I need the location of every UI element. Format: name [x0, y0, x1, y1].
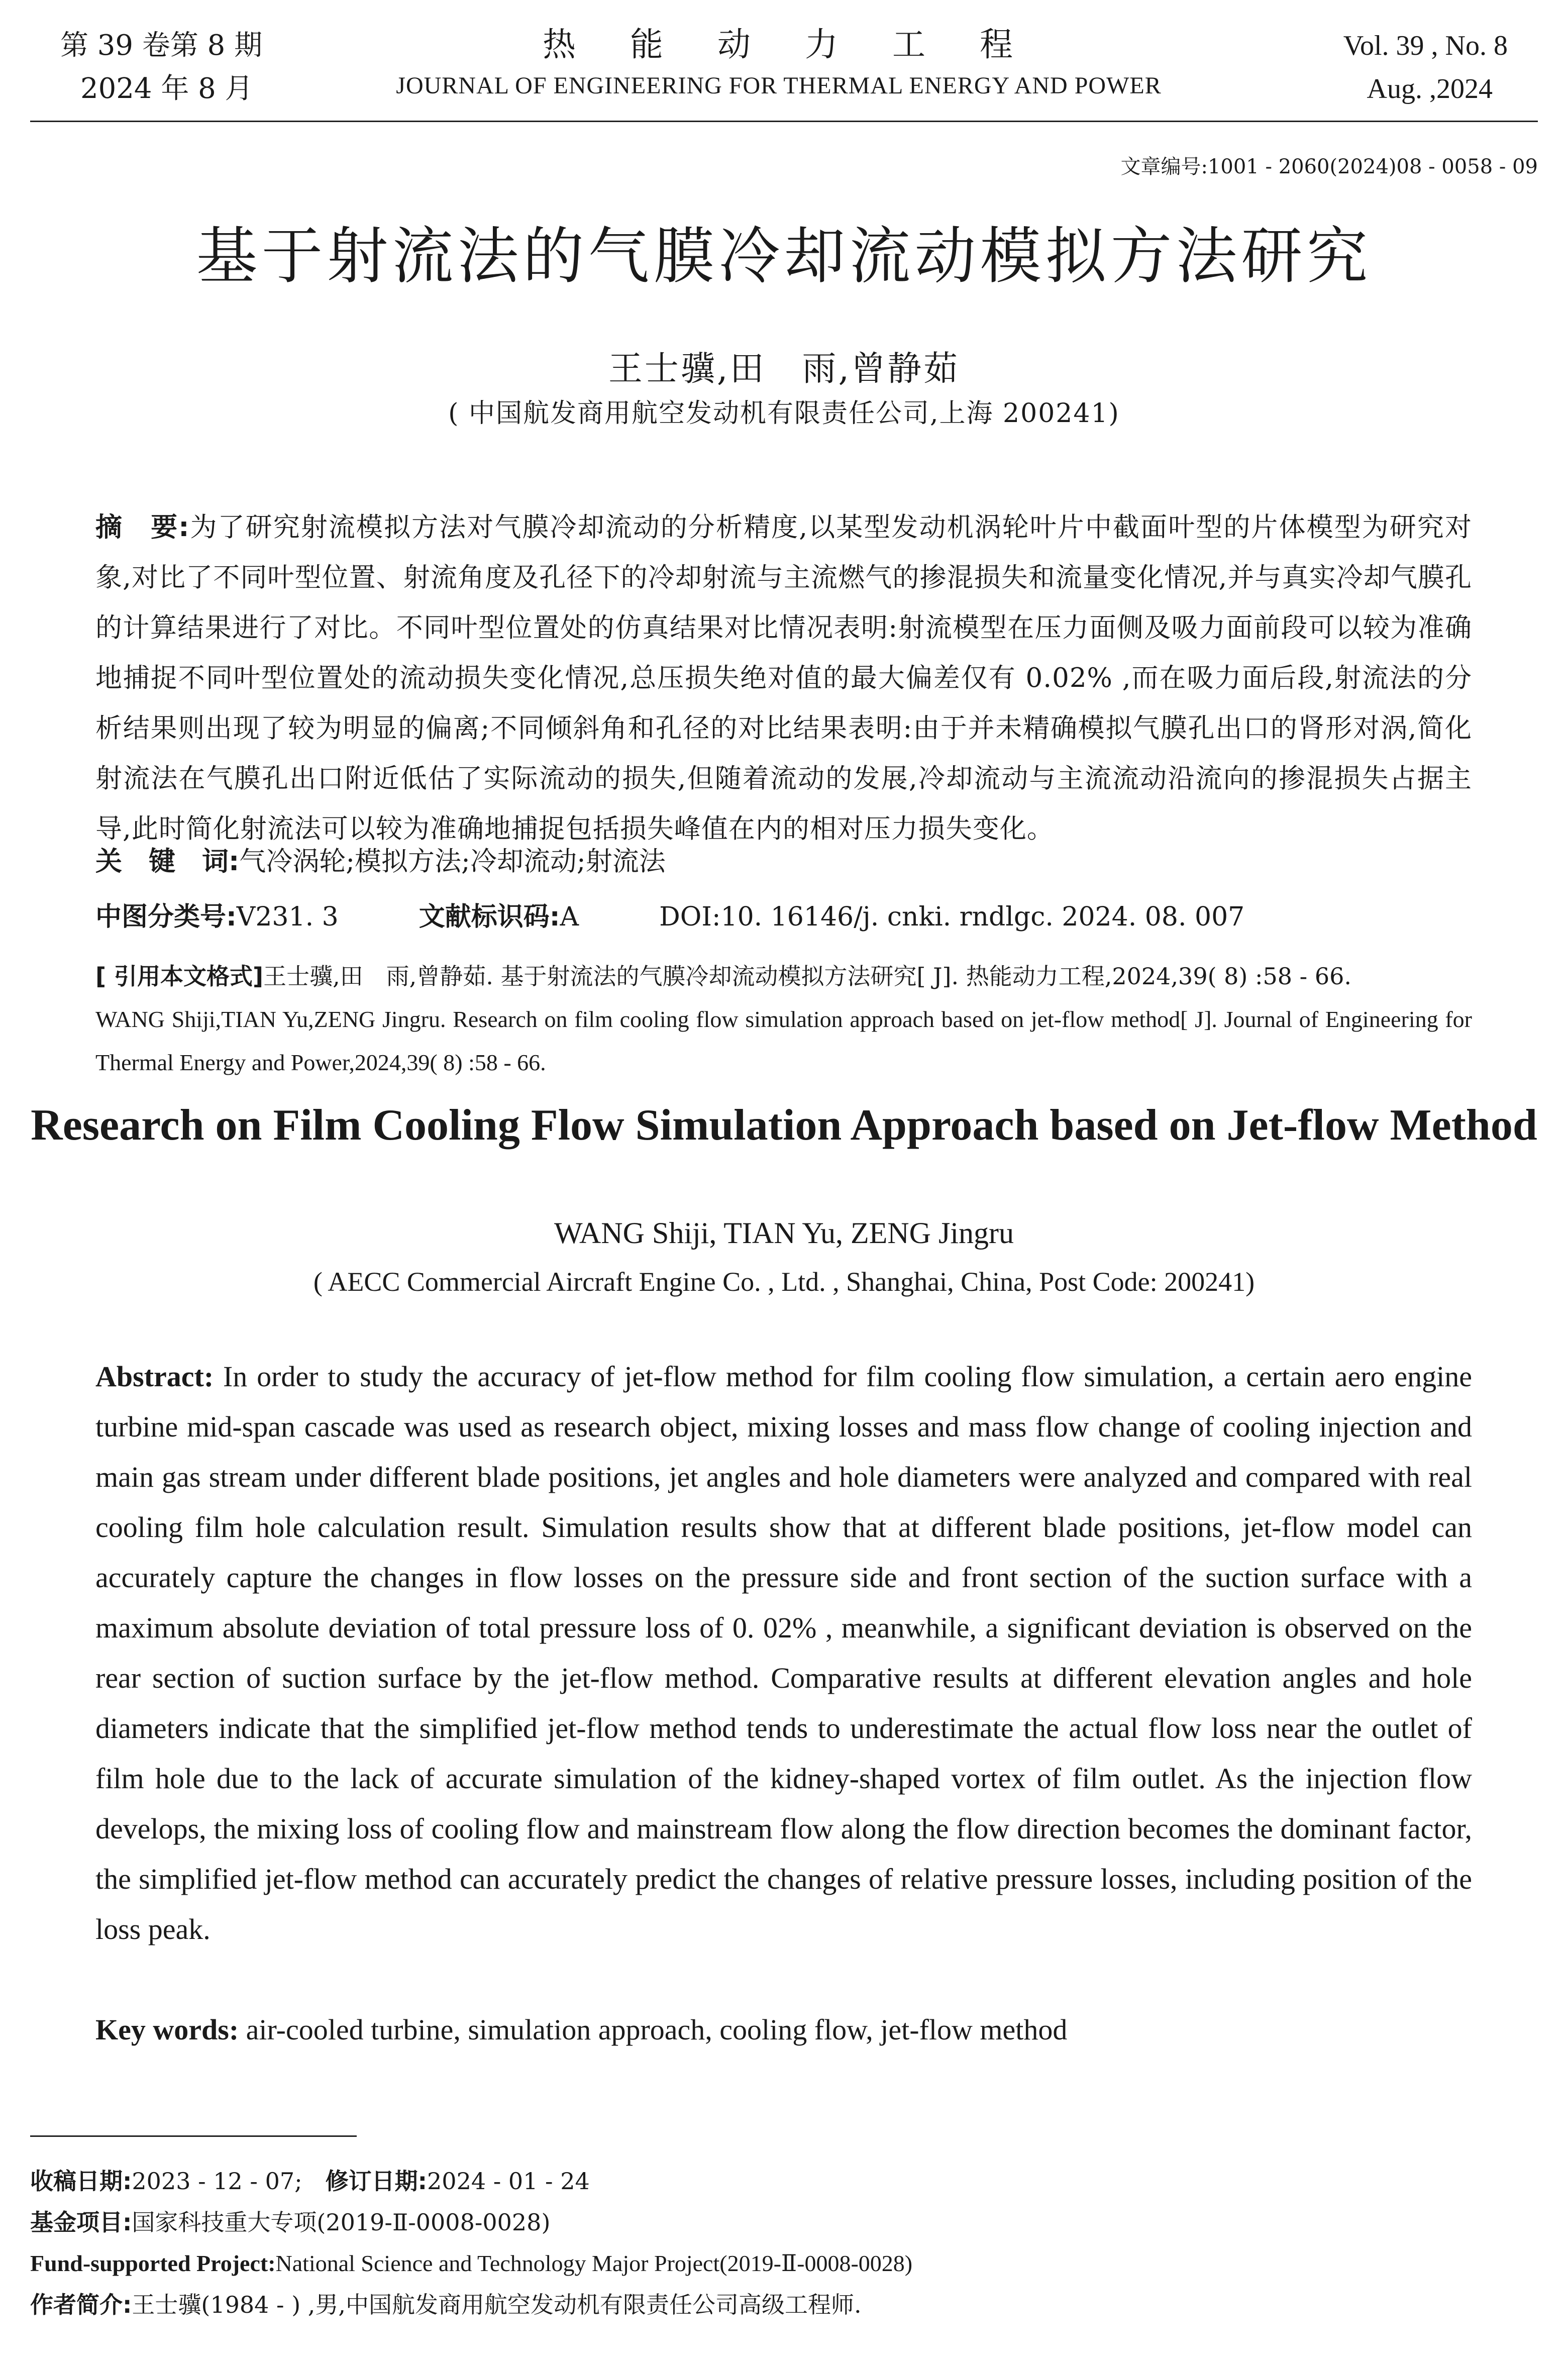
fund-en-line	[30, 2243, 1537, 2284]
journal-char: 力	[805, 25, 840, 64]
affiliation-en: ( AECC Commercial Aircraft Engine Co. , Ltd. , Shanghai, China, Post Code: 200241)	[313, 1267, 1255, 1297]
received-label: 收稿日期:	[30, 2168, 132, 2195]
journal-char: 程	[980, 25, 1015, 64]
journal-name-cn	[327, 23, 1231, 66]
abstract-cn	[95, 502, 1472, 854]
received-date: 2023 - 12 - 07;	[132, 2168, 302, 2195]
fund-cn: 国家科技重大专项(2019-Ⅱ-0008-0028)	[132, 2209, 551, 2236]
keywords-cn-text: 气冷涡轮;模拟方法;冷却流动;射流法	[239, 846, 666, 877]
volume-issue-cn: 第 39 卷第 8 期	[60, 29, 263, 62]
citation-cn-text: 王士骥,田 雨,曾静茹. 基于射流法的气膜冷却流动模拟方法研究[ J]. 热能动力工程,2024,39( 8) :58 - 66.	[263, 963, 1351, 990]
date-en: Aug. ,2024	[1367, 73, 1493, 105]
affiliation-cn: ( 中国航发商用航空发动机有限责任公司,上海 200241)	[448, 398, 1120, 429]
fund-en-label: Fund-supported Project:	[30, 2250, 276, 2276]
date-cn: 2024 年 8 月	[80, 72, 253, 105]
citation-block	[95, 955, 1472, 1084]
abstract-en-label: Abstract:	[95, 1360, 214, 1393]
keywords-cn	[95, 839, 1472, 884]
footnote-divider	[30, 2135, 357, 2137]
citation-label: [ 引用本文格式]	[95, 963, 264, 990]
title-cn: 基于射流法的气膜冷却流动模拟方法研究	[196, 221, 1372, 292]
journal-char: 工	[892, 25, 927, 64]
author-bio-line	[30, 2284, 1537, 2325]
clc-value: V231. 3	[236, 902, 339, 932]
keywords-en-label: Key words:	[95, 2013, 239, 2046]
abstract-cn-text: 为了研究射流模拟方法对气膜冷却流动的分析精度,以某型发动机涡轮叶片中截面叶型的片体模型为研究对象,对比了不同叶型位置、射流角度及孔径下的冷却射流与主流燃气的掺混损失和流量变化情况,并与真实冷却气膜孔的计算结果进行了对比。不同叶型位置处的仿真结果对比情况表明:射流模型在压力面侧及吸力面前段可以较为准确地捕捉不同叶型位置处的流动损失变化情况,总压损失绝对值的最大偏差仅有 0.02% ,而在吸力面后段,射流法的分析结果则出现了较为明显的偏离;不同倾斜角和孔径的对比结果表明:由于并未精确模拟气膜孔出口的肾形对涡,简化射流法在气膜孔出口附近低估了实际流动的损失,但随着流动的发展,冷却流动与主流流动沿流向的掺混损失占据主导,此时简化射流法可以较为准确地捕捉包括损失峰值在内的相对压力损失变化。	[95, 512, 1472, 844]
journal-char: 热	[543, 25, 578, 64]
citation-cn	[95, 955, 1472, 998]
journal-char: 能	[630, 25, 665, 64]
journal-name-en: JOURNAL OF ENGINEERING FOR THERMAL ENERGY AND POWER	[396, 72, 1162, 99]
revised-date: 2024 - 01 - 24	[427, 2168, 590, 2195]
abstract-en-text: In order to study the accuracy of jet-flow method for film cooling flow simulation, a certain aero engine turbine mid-span cascade was used as research object, mixing losses and mass flow change of cooling injection and main gas stream under different blade positions, jet angles and hole diameters were analyzed and compared with real cooling film hole calculation result. Simulation results show that at different blade positions, jet-flow model can accurately capture the changes in flow losses on the pressure side and front section of the suction surface with a maximum absolute deviation of total pressure loss of 0. 02% , meanwhile, a significant deviation is observed on the rear section of suction surface by the jet-flow method. Comparative results at different elevation angles and hole diameters indicate that the simplified jet-flow method tends to underestimate the actual flow loss near the outlet of film hole due to the lack of accurate simulation of the kidney-shaped vortex of film outlet. As the injection flow develops, the mixing loss of cooling flow and mainstream flow along the flow direction becomes the dominant factor, the simplified jet-flow method can accurately predict the changes of relative pressure losses, including position of the loss peak.	[95, 1360, 1473, 1945]
author-bio-label: 作者简介:	[30, 2291, 132, 2318]
citation-en: WANG Shiji,TIAN Yu,ZENG Jingru. Research on film cooling flow simulation approach based on jet-flow method[ J]. Journal of Engineering for Thermal Energy and Power,2024,39( 8) :58 - 66.	[95, 1006, 1472, 1075]
revised-label: 修订日期:	[325, 2168, 428, 2195]
article-number: 文章编号:1001 - 2060(2024)08 - 0058 - 09	[1120, 155, 1538, 178]
keywords-en	[95, 2005, 1472, 2055]
header-volume-en	[1226, 24, 1508, 111]
doc-code-value: A	[560, 902, 579, 932]
authors-cn: 王士骥,田 雨,曾静茹	[608, 349, 960, 389]
author-bio: 王士骥(1984 - ) ,男,中国航发商用航空发动机有限责任公司高级工程师.	[132, 2291, 862, 2318]
header-divider	[30, 121, 1538, 122]
keywords-en-text: air-cooled turbine, simulation approach, cooling flow, jet-flow method	[246, 2013, 1068, 2046]
title-en: Research on Film Cooling Flow Simulation Approach based on Jet-flow Method	[31, 1101, 1537, 1150]
dates-line	[30, 2161, 1537, 2202]
abstract-en	[95, 1352, 1472, 1955]
classification-line	[95, 894, 1472, 940]
fund-en: National Science and Technology Major Project(2019-Ⅱ-0008-0028)	[275, 2250, 913, 2276]
volume-issue-en: Vol. 39 , No. 8	[1343, 30, 1508, 61]
doc-code-label: 文献标识码:	[419, 902, 560, 932]
abstract-cn-label: 摘 要:	[95, 512, 190, 543]
header-journal	[327, 23, 1231, 106]
fund-cn-line	[30, 2202, 1537, 2243]
doi: DOI:10. 16146/j. cnki. rndlgc. 2024. 08. 007	[659, 902, 1245, 932]
fund-cn-label: 基金项目:	[30, 2209, 132, 2236]
header-volume-cn	[60, 24, 342, 111]
footnotes	[30, 2161, 1537, 2325]
authors-en: WANG Shiji, TIAN Yu, ZENG Jingru	[554, 1216, 1014, 1250]
journal-char: 动	[717, 25, 753, 64]
clc-label: 中图分类号:	[95, 902, 237, 932]
keywords-cn-label: 关 键 词:	[95, 846, 240, 877]
